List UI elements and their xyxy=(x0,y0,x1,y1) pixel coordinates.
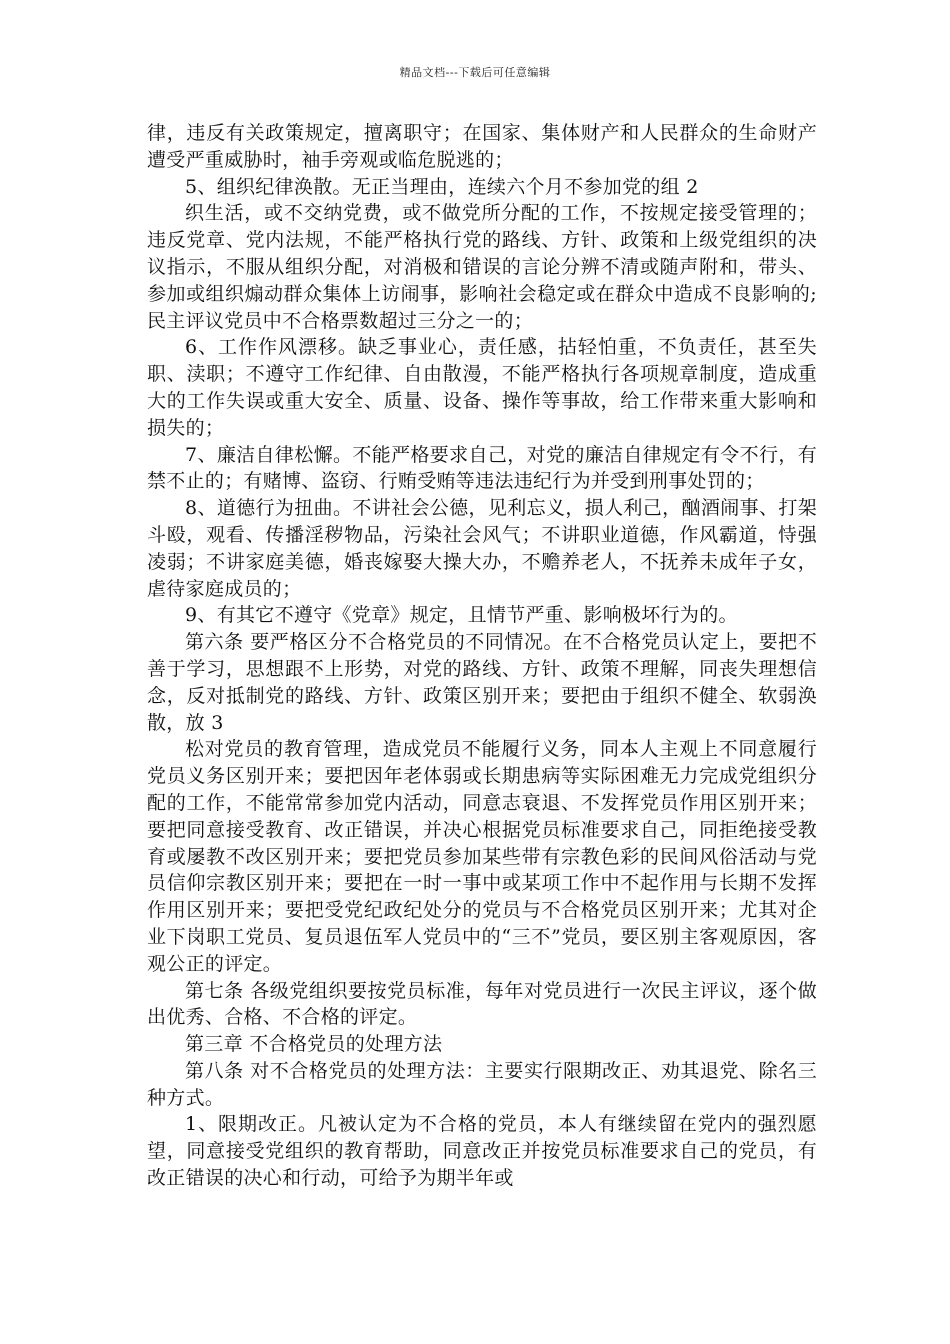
document-body xyxy=(147,120,817,1192)
paragraph: 第六条 要严格区分不合格党员的不同情况。在不合格党员认定上，要把不善于学习，思想跟不上形势，对党的路线、方针、政策不理解，同丧失理想信念，反对抵制党的路线、方针、政策区别开来；要把由于组织不健全、软弱涣散，放 3 xyxy=(147,631,817,734)
paragraph: 8、道德行为扭曲。不讲社会公德，见利忘义，损人利己，酗酒闹事、打架斗殴，观看、传播淫秽物品，污染社会风气；不讲职业道德，作风霸道，恃强凌弱；不讲家庭美德，婚丧嫁娶大操大办，不赡养老人，不抚养未成年子女，虐待家庭成员的； xyxy=(147,497,817,600)
paragraph: 6、工作作风漂移。缺乏事业心，责任感，拈轻怕重，不负责任，甚至失职、渎职；不遵守工作纪律、自由散漫，不能严格执行各项规章制度，造成重大的工作失误或重大安全、质量、设备、操作等事故，给工作带来重大影响和损失的； xyxy=(147,336,817,439)
paragraph: 织生活，或不交纳党费，或不做党所分配的工作，不按规定接受管理的；违反党章、党内法规，不能严格执行党的路线、方针、政策和上级党组织的决议指示，不服从组织分配，对消极和错误的言论分辨不清或随声附和，带头、参加或组织煽动群众集体上访闹事，影响社会稳定或在群众中造成不良影响的;民主评议党员中不合格票数超过三分之一的； xyxy=(147,202,817,332)
page-header: 精品文档---下载后可任意编辑 xyxy=(399,66,551,79)
paragraph: 第八条 对不合格党员的处理方法：主要实行限期改正、劝其退党、除名三种方式。 xyxy=(147,1059,817,1109)
paragraph: 松对党员的教育管理，造成党员不能履行义务，同本人主观上不同意履行党员义务区别开来；要把因年老体弱或长期患病等实际困难无力完成党组织分配的工作，不能常常参加党内活动，同意志衰退、不发挥党员作用区别开来；要把同意接受教育、改正错误，并决心根据党员标准要求自己，同拒绝接受教育或屡教不改区别开来；要把党员参加某些带有宗教色彩的民间风俗活动与党员信仰宗教区别开来；要把在一时一事中或某项工作中不起作用与长期不发挥作用区别开来；要把受党纪政纪处分的党员与不合格党员区别开来；尤其对企业下岗职工党员、复员退伍军人党员中的“三不”党员，要区别主客观原因，客观公正的评定。 xyxy=(147,738,817,975)
paragraph: 5、组织纪律涣散。无正当理由，连续六个月不参加党的组 2 xyxy=(185,175,699,198)
chapter-heading: 第三章 不合格党员的处理方法 xyxy=(185,1033,443,1056)
paragraph: 律，违反有关政策规定，擅离职守；在国家、集体财产和人民群众的生命财产遭受严重威胁时，袖手旁观或临危脱逃的； xyxy=(147,122,817,171)
paragraph: 9、有其它不遵守《党章》规定，且情节严重、影响极坏行为的。 xyxy=(185,604,738,627)
paragraph: 7、廉洁自律松懈。不能严格要求自己，对党的廉洁自律规定有令不行，有禁不止的；有赌博、盗窃、行贿受贿等违法违纪行为并受到刑事处罚的； xyxy=(147,443,817,493)
paragraph: 1、限期改正。凡被认定为不合格的党员，本人有继续留在党内的强烈愿望，同意接受党组织的教育帮助，同意改正并按党员标准要求自己的党员，有改正错误的决心和行动，可给予为期半年或 xyxy=(147,1113,817,1190)
paragraph: 第七条 各级党组织要按党员标准，每年对党员进行一次民主评议，逐个做出优秀、合格、不合格的评定。 xyxy=(147,979,817,1029)
